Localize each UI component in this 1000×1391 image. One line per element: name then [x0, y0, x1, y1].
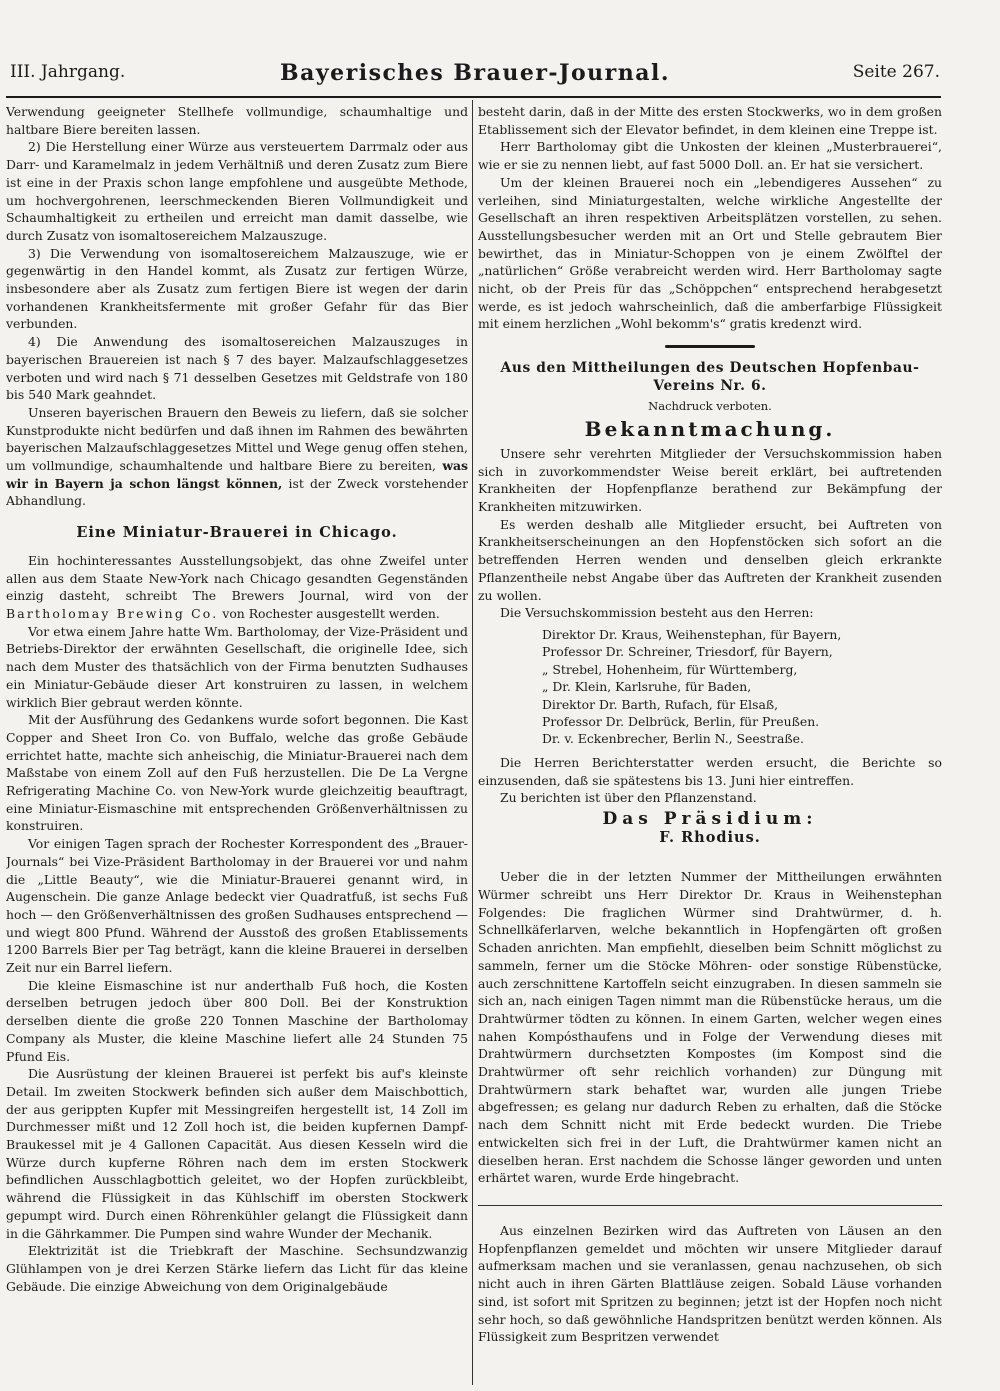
commission-member: Dr. v. Eckenbrecher, Berlin N., Seestraße.	[542, 731, 804, 747]
commission-member: Professor Dr. Delbrück, Berlin, für Preußen.	[542, 714, 820, 730]
commission-member: Direktor Dr. Barth, Rufach, für Elsaß,	[542, 696, 779, 712]
emphasis-text: was wir in Bayern ja schon längst können,	[6, 458, 468, 491]
section-title: Eine Miniatur-Brauerei in Chicago.	[76, 524, 398, 542]
paragraph: Elektrizität ist die Triebkraft der Maschine. Sechsundzwanzig Glühlampen von je drei Kerzen Stärke liefern das Licht für das kleine Gebäude. Die einzige Abweichung von dem Originalgebäude	[6, 1243, 468, 1294]
paragraph: Es werden deshalb alle Mitglieder ersucht, bei Auftreten von Krankheitserscheinungen an den Hopfenstöcken sich sofort an die betreffenden Herren wenden und denselben gleich erkrankte Pflanzentheile nebst Angabe über das Auftreten der Krankheit zusenden zu wollen.	[478, 516, 942, 603]
commission-list	[542, 626, 942, 748]
paragraph-text: Unseren bayerischen Brauern den Beweis zu liefern, daß sie solcher Kunstprodukte nicht bedürfen und daß ihnen im Rahmen des bewährten bayerischen Malzaufschlaggesetzes Mittel und Wege genug offen stehen, um vollmundige, schaumhaltende und haltbare Biere zu bereiten,	[6, 404, 468, 474]
right-column	[478, 103, 942, 1389]
paragraph: Zu berichten ist über den Pflanzenstand.	[500, 790, 757, 806]
section-separator	[665, 345, 755, 348]
page-header	[10, 62, 940, 92]
paragraph: Aus einzelnen Bezirken wird das Auftreten von Läusen an den Hopfenpflanzen gemeldet und möchten wir unsere Mitglieder darauf aufmerksam machen und sie veranlassen, genau nachzusehen, ob sich nicht auch in ihren Gärten Blattläuse zeigen. Sobald Läuse vorhanden sind, ist sofort mit Spritzen zu beginnen; jetzt ist der Hopfen noch nicht sehr hoch, so daß gewöhnliche Handspritzen benützt werden können. Als Flüssigkeit zum Bespritzen verwendet	[478, 1223, 942, 1345]
paragraph: Verwendung geeigneter Stellhefe vollmundige, schaumhaltige und haltbare Biere bereiten lassen.	[6, 104, 468, 137]
paragraph: Die Herren Berichterstatter werden ersucht, die Berichte so einzusenden, daß sie spätestens bis 13. Juni hier eintreffen.	[478, 754, 942, 788]
section-title: Aus den Mittheilungen des Deutschen Hopfenbau-Vereins Nr. 6.	[500, 360, 920, 394]
paragraph: Unsere sehr verehrten Mitglieder der Versuchskommission haben sich in zuvorkommendster Weise bereit erklärt, bei auftretenden Krankheiten der Hopfenpflanze berathend zur Bekämpfung der Krankheiten mitzuwirken.	[478, 445, 942, 515]
paragraph: 4) Die Anwendung des isomaltosereichen Malzauszuges in bayerischen Brauereien ist nach § 7 des bayer. Malzaufschlaggesetzes verboten und wird nach § 71 desselben Gesetzes mit Geldstrafe von 180 bis 540 Mark geahndet.	[6, 334, 468, 403]
column-divider	[472, 100, 473, 1385]
paragraph: Vor etwa einem Jahre hatte Wm. Bartholomay, der Vize-Präsident und Betriebs-Direktor der erwähnten Gesellschaft, die originelle Idee, sich nach dem Muster des thatsächlich von der Firma benutzten Sudhauses ein Miniatur-Gebäude dieser Art konstruiren zu lassen, in welchem wirklich Bier gebraut werden könnte.	[6, 623, 468, 710]
paragraph	[6, 552, 468, 623]
paragraph-text: Ein hochinteressantes Ausstellungsobjekt, das ohne Zweifel unter allen aus dem Staate New-York nach Chicago gesandten Gegenständen einzig dasteht, schreibt The Brewers Journal, wird von der	[6, 552, 468, 604]
paragraph: Ueber die in der letzten Nummer der Mittheilungen erwähnten Würmer schreibt uns Herr Direktor Dr. Kraus in Weihenstephan Folgendes: Die fraglichen Würmer sind Drahtwürmer, d. h. Schnellkäferlarven, welche bekanntlich in Hopfengärten oft großen Schaden anrichten. Man empfiehlt, dieselben beim Schnitt möglichst zu sammeln, ferner um die Stöcke Möhren- oder sonstige Rübenstücke, auch zerschnittene Kartoffeln seicht einzugraben. In diesen sammeln sie sich an, nach einigen Tagen nimmt man die Rübenstücke heraus, um die Drahtwürmer tödten zu können. In einem Garten, welcher wegen eines nahen Kompósthaufens und in Folge der Verwendung dieses mit Drahtwürmern durchsetzten Kompostes (im Kompost sind die Drahtwürmer oft sehr reichlich vorhanden) zur Düngung mit Drahtwürmern stark behaftet war, wurden alle jungen Triebe abgefressen; es gelang nur dadurch Reben zu erhalten, daß die Stöcke nach dem Schnitt nicht mit Erde bedeckt wurden. Die Triebe entwickelten sich frei in der Luft, die Drahtwürmer kamen nicht an dieselben heran. Erst nachdem die Schosse länger geworden und unten erhärtet waren, wurde Erde hingebracht.	[478, 869, 942, 1186]
paragraph: Die kleine Eismaschine ist nur anderthalb Fuß hoch, die Kosten derselben betrugen jedoch über 800 Doll. Bei der Konstruktion derselben diente die große 220 Tonnen Maschine der Bartholomay Company als Muster, die kleine Maschine liefert alle 24 Stunden 75 Pfund Eis.	[6, 977, 468, 1064]
paragraph: Die Versuchskommission besteht aus den Herren:	[500, 605, 814, 621]
paragraph: 3) Die Verwendung von isomaltosereichem Malzauszuge, wie er gegenwärtig in den Handel kommt, als Zusatz zur fertigen Würze, insbesondere aber als Zusatz zum fertigen Biere ist wegen der darin vorhandenen Krankheitsfermente mit großer Gefahr für das Bier verbunden.	[6, 245, 468, 332]
section-separator	[478, 1205, 942, 1206]
commission-member: „ Dr. Klein, Karlsruhe, für Baden,	[542, 679, 752, 695]
signature-name: F. Rhodius.	[659, 828, 761, 846]
announcement-heading: Bekanntmachung.	[584, 417, 836, 442]
company-name: Bartholomay Brewing Co.	[6, 605, 219, 621]
paragraph: Mit der Ausführung des Gedankens wurde sofort begonnen. Die Kast Copper and Sheet Iron Co. von Buffalo, welche das große Gebäude errichtet hatte, machte sich anheischig, die Miniatur-Brauerei nach dem Maßstabe von einem Zoll auf den Fuß herzustellen. Die De La Vergne Refrigerating Machine Co. von New-York wurde gleichzeitig beauftragt, eine Miniatur-Eismaschine mit entsprechenden Größenverhältnissen zu konstruiren.	[6, 712, 468, 834]
paragraph: 2) Die Herstellung einer Würze aus versteuertem Darrmalz oder aus Darr- und Karamelmalz in jedem Verhältniß und deren Zusatz zum Biere ist eine in der Praxis schon lange empfohlene und ausgeübte Methode, um hochvergohrenen, leerschmeckenden Bieren Vollmundigkeit und Schaumhaltigkeit zu ertheilen und erreicht man damit dasselbe, wie durch Zusatz von isomaltosereichem Malzauszuge.	[6, 139, 468, 243]
paragraph-text: ist der Zweck vorstehender Abhandlung.	[6, 475, 468, 509]
paragraph: besteht darin, daß in der Mitte des ersten Stockwerks, wo in dem großen Etablissement sich der Elevator befindet, in dem kleinen eine Treppe ist.	[478, 104, 942, 137]
header-rule	[6, 96, 941, 98]
volume-label: III. Jahrgang.	[10, 62, 126, 82]
paragraph: Herr Bartholomay gibt die Unkosten der kleinen „Musterbrauerei“, wie er sie zu nennen liebt, auf fast 5000 Doll. an. Er hat sie versichert.	[478, 139, 942, 173]
journal-title: Bayerisches Brauer-Journal.	[280, 60, 670, 86]
commission-member: „ Strebel, Hohenheim, für Württemberg,	[542, 661, 798, 677]
left-column	[6, 103, 468, 1389]
paragraph: Vor einigen Tagen sprach der Rochester Korrespondent des „Brauer-Journals“ bei Vize-Präsident Bartholomay in der Brauerei vor und nahm die „Little Beauty“, wie die Miniatur-Brauerei genannt wird, in Augenschein. Die ganze Anlage bedeckt vier Quadratfuß, ist sechs Fuß hoch — den Größenverhältnissen des großen Sudhauses entsprechend — und wiegt 800 Pfund. Während der Ausstoß des großen Etablissements 1200 Barrels Bier per Tag beträgt, kann die kleine Brauerei in derselben Zeit nur ein Barrel liefern.	[6, 836, 468, 976]
commission-member: Professor Dr. Schreiner, Triesdorf, für Bayern,	[542, 644, 833, 660]
signature-title: Das Präsidium:	[602, 808, 818, 829]
paragraph: Die Ausrüstung der kleinen Brauerei ist perfekt bis auf's kleinste Detail. Im zweiten Stockwerk befinden sich außer dem Maischbottich, der aus gerippten Kupfer mit Messingreifen hergestellt ist, 14 Zoll im Durchmesser mißt und 12 Zoll hoch ist, die beiden kupfernen Dampf-Braukessel mit je 4 Gallonen Capacität. Aus diesen Kesseln wird die Würze durch kupferne Röhren nach dem im ersten Stockwerk befindlichen Ausschlagbottich geleitet, wo der Hopfen zurückbleibt, während die Flüssigkeit in das Kühlschiff im obersten Stockwerk gepumpt wird. Durch einen Röhrenkühler gelangt die Flüssigkeit dann in die Gährkammer. Die Pumpen sind wahre Wunder der Mechanik.	[6, 1066, 468, 1241]
page-number: Seite 267.	[852, 62, 940, 82]
paragraph-text: von Rochester ausgestellt werden.	[222, 605, 440, 621]
paragraph	[6, 404, 468, 510]
commission-member: Direktor Dr. Kraus, Weihenstephan, für Bayern,	[542, 626, 842, 642]
paragraph: Um der kleinen Brauerei noch ein „lebendigeres Aussehen“ zu verleihen, sind Miniaturgestalten, welche wirkliche Angestellte der Gesellschaft an ihren respektiven Arbeitsplätzen vorstellen, zu sehen. Ausstellungsbesucher werden mit an Ort und Stelle gebrautem Bier bewirthet, das in Miniatur-Schoppen von je einem Zwölftel der „natürlichen“ Größe verabreicht werden wird. Herr Bartholomay sagte nicht, ob der Preis für das „Schöppchen“ entsprechend herabgesetzt werde, es ist jedoch wahrscheinlich, daß die amberfarbige Flüssigkeit mit einem herzlichen „Wohl bekomm's“ gratis kredenzt wird.	[478, 174, 942, 332]
reprint-note: Nachdruck verboten.	[648, 398, 772, 413]
